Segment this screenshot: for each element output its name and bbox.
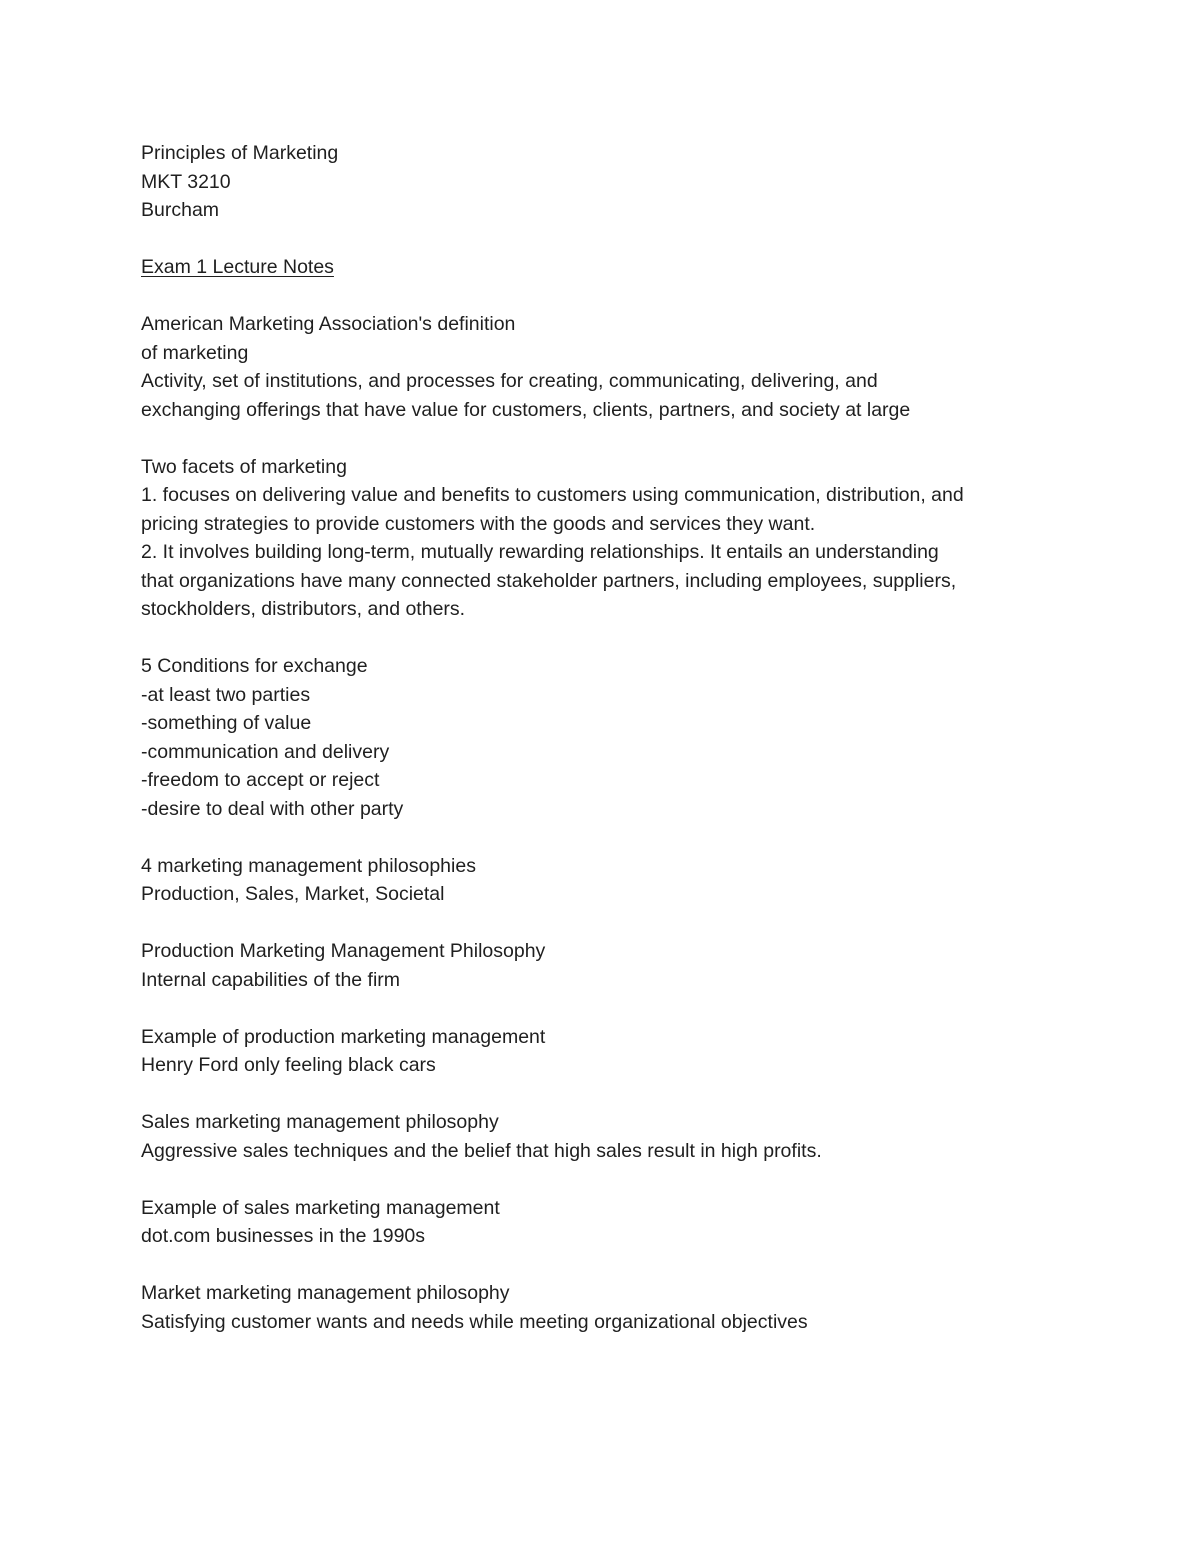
condition-item: -communication and delivery (141, 740, 390, 763)
spacer (141, 424, 1101, 453)
spacer (141, 1165, 1101, 1194)
document-page (141, 139, 1101, 1336)
sales-example-heading: Example of sales marketing management (141, 1196, 500, 1219)
production-philosophy-heading: Production Marketing Management Philosophy (141, 940, 546, 962)
spacer (141, 823, 1101, 852)
document-title: Exam 1 Lecture Notes (141, 256, 334, 278)
condition-item: -freedom to accept or reject (141, 769, 380, 791)
ama-definition-text: exchanging offerings that have value for customers, clients, partners, and society at large (141, 398, 911, 421)
sales-philosophy-heading: Sales marketing management philosophy (141, 1111, 499, 1133)
spacer (141, 225, 1101, 254)
ama-definition-heading: American Marketing Association's definition (141, 313, 516, 335)
course-name: Principles of Marketing (141, 142, 339, 164)
instructor-name: Burcham (141, 199, 220, 221)
market-philosophy-text: Satisfying customer wants and needs while meeting organizational objectives (141, 1310, 808, 1333)
production-example-heading: Example of production marketing management (141, 1025, 546, 1048)
spacer (141, 282, 1101, 311)
condition-item: -desire to deal with other party (141, 797, 404, 820)
production-philosophy-text: Internal capabilities of the firm (141, 968, 401, 991)
sales-example-text: dot.com businesses in the 1990s (141, 1225, 426, 1247)
conditions-heading: 5 Conditions for exchange (141, 655, 368, 677)
market-philosophy-heading: Market marketing management philosophy (141, 1282, 510, 1304)
condition-item: -at least two parties (141, 683, 311, 706)
ama-definition-text: Activity, set of institutions, and processes for creating, communicating, delivering, and (141, 370, 878, 392)
philosophies-list: Production, Sales, Market, Societal (141, 883, 445, 905)
two-facets-text: pricing strategies to provide customers with the goods and services they want. (141, 512, 816, 535)
spacer (141, 909, 1101, 938)
ama-definition-heading-cont: of marketing (141, 341, 249, 364)
two-facets-heading: Two facets of marketing (141, 455, 347, 478)
course-code: MKT 3210 (141, 170, 231, 193)
production-example-text: Henry Ford only feeling black cars (141, 1054, 436, 1076)
spacer (141, 624, 1101, 653)
two-facets-text: 2. It involves building long-term, mutually rewarding relationships. It entails an understanding (141, 541, 939, 563)
philosophies-heading: 4 marketing management philosophies (141, 854, 476, 877)
two-facets-text: 1. focuses on delivering value and benefits to customers using communication, distribution, and (141, 484, 964, 506)
spacer (141, 1080, 1101, 1109)
spacer (141, 994, 1101, 1023)
two-facets-text: stockholders, distributors, and others. (141, 598, 466, 620)
condition-item: -something of value (141, 712, 312, 734)
sales-philosophy-text: Aggressive sales techniques and the belief that high sales result in high profits. (141, 1139, 822, 1162)
spacer (141, 1251, 1101, 1280)
two-facets-text: that organizations have many connected stakeholder partners, including employees, suppliers, (141, 569, 957, 592)
